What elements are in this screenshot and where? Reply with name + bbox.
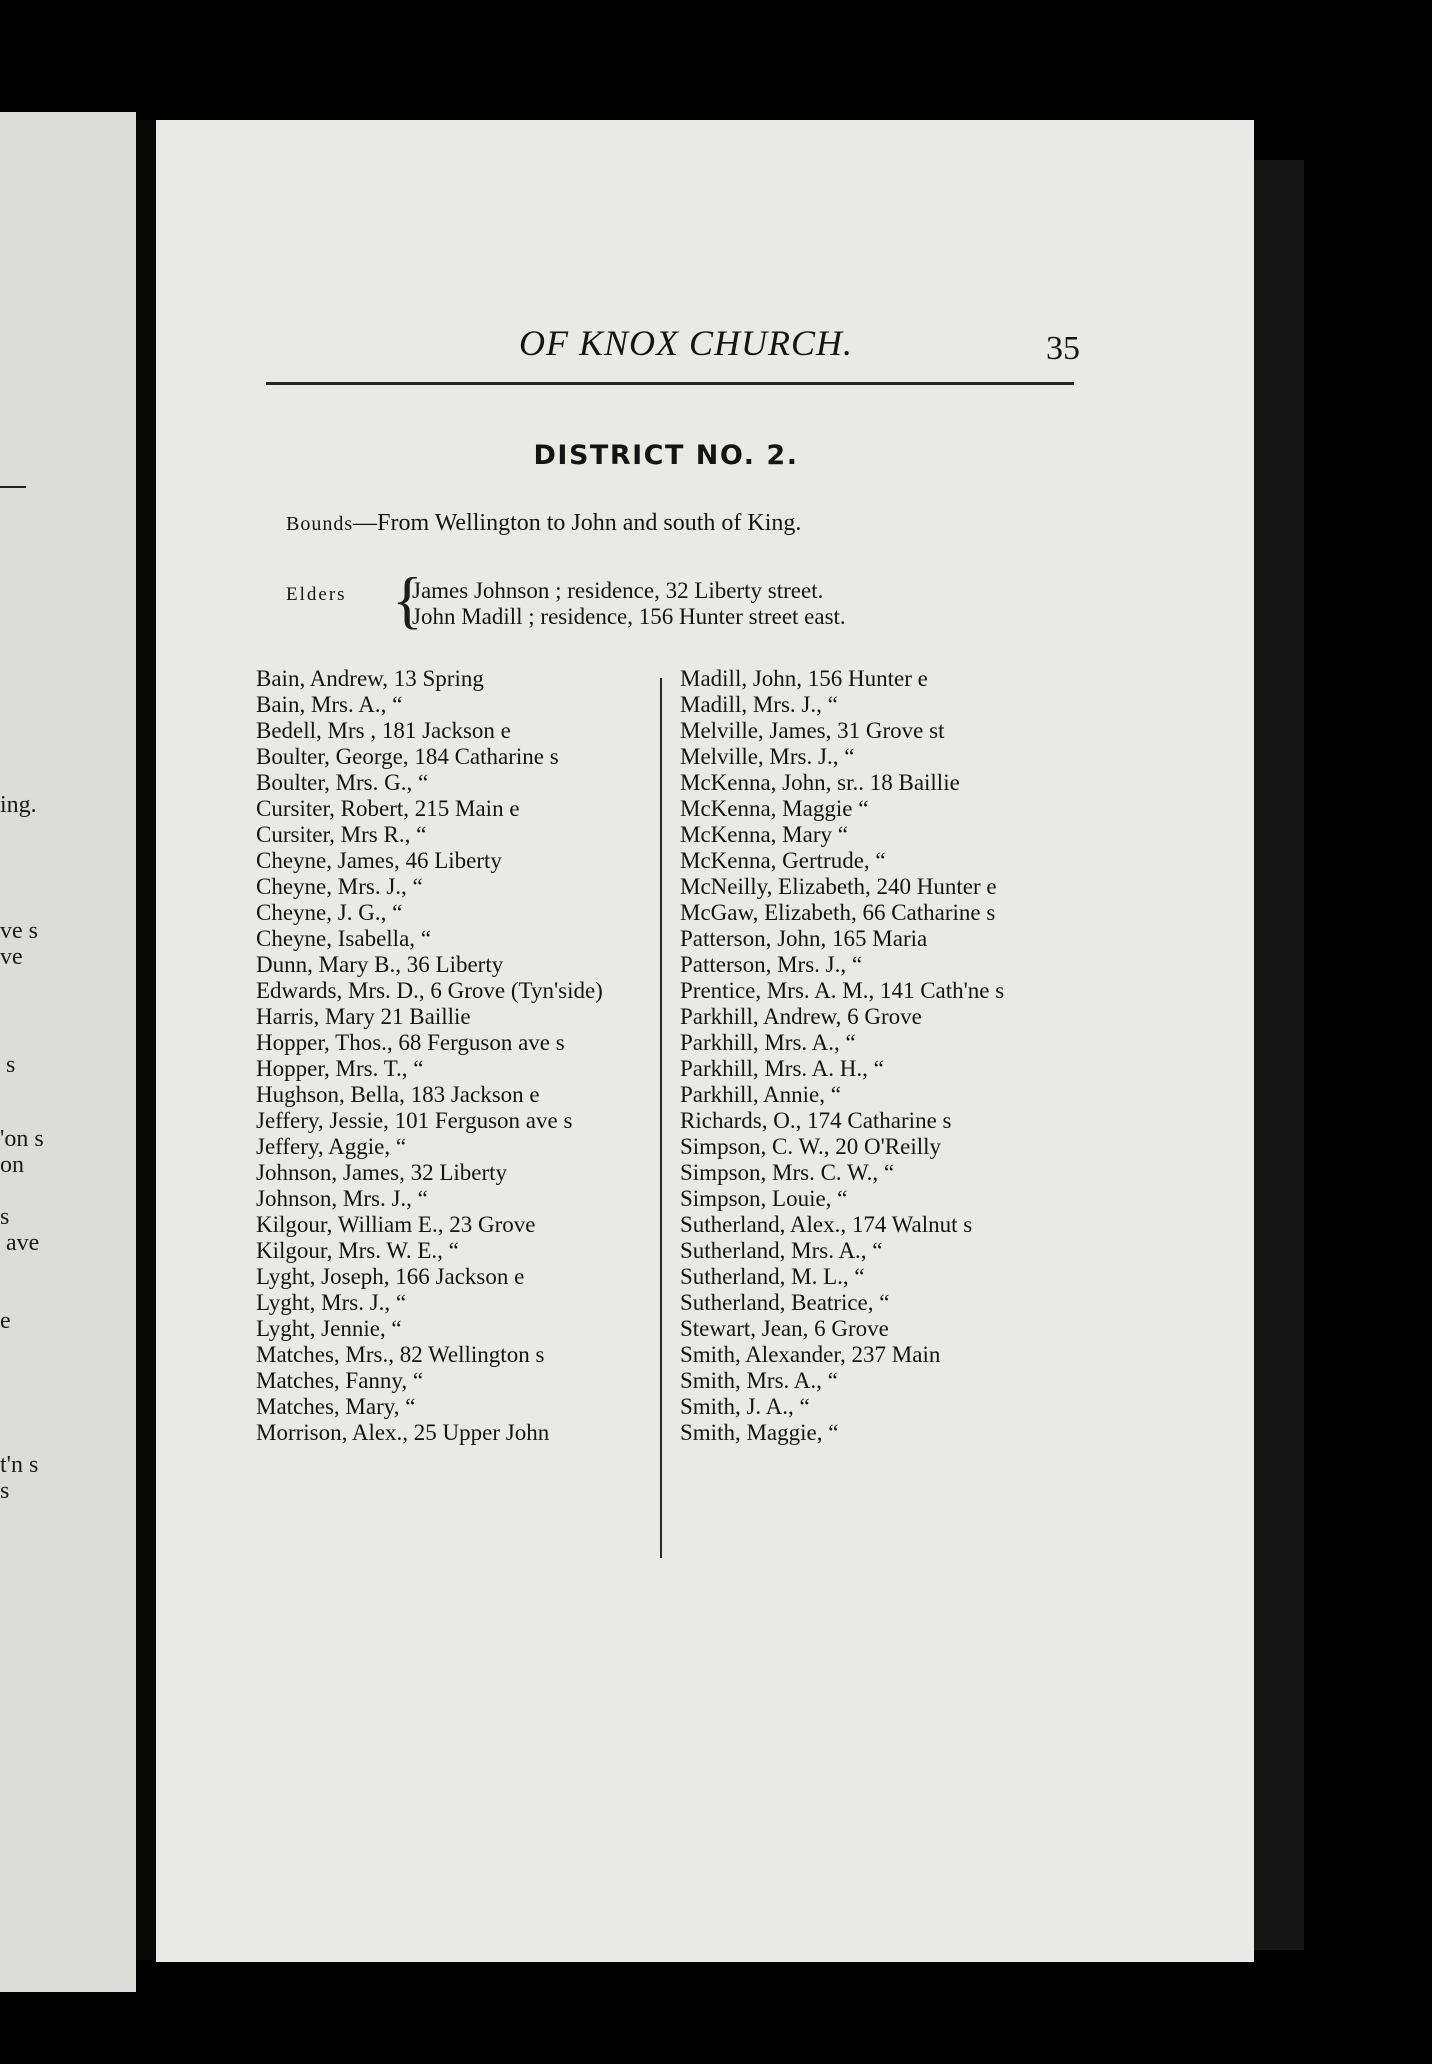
facing-page-fragment [0, 112, 136, 1992]
facing-page-text: 'on s [0, 1126, 44, 1152]
member-entry: Smith, J. A., “ [680, 1394, 810, 1419]
member-entry: Kilgour, Mrs. W. E., “ [256, 1238, 459, 1263]
member-entry: Boulter, George, 184 Catharine s [256, 744, 559, 769]
member-entry: Matches, Mrs., 82 Wellington s [256, 1342, 545, 1367]
member-entry: Sutherland, M. L., “ [680, 1264, 865, 1289]
member-entry: Johnson, Mrs. J., “ [256, 1186, 428, 1211]
member-entry: Patterson, Mrs. J., “ [680, 952, 863, 977]
member-entry: Simpson, C. W., 20 O'Reilly [680, 1134, 942, 1159]
member-entry: Sutherland, Mrs. A., “ [680, 1238, 883, 1263]
member-entry: McKenna, Mary “ [680, 822, 848, 847]
page-edge-shadow [1254, 160, 1304, 1950]
member-entry: Smith, Maggie, “ [680, 1420, 839, 1445]
member-entry: Bedell, Mrs , 181 Jackson e [256, 718, 511, 743]
member-entry: Cursiter, Mrs R., “ [256, 822, 427, 847]
member-entry: Hopper, Thos., 68 Ferguson ave s [256, 1030, 565, 1055]
member-entry: Hopper, Mrs. T., “ [256, 1056, 424, 1081]
member-entry: Richards, O., 174 Catharine s [680, 1108, 952, 1133]
member-entry: Madill, John, 156 Hunter e [680, 666, 928, 691]
member-entry: Lyght, Mrs. J., “ [256, 1290, 407, 1315]
member-entry: Parkhill, Mrs. A., “ [680, 1030, 856, 1055]
member-entry: McKenna, Gertrude, “ [680, 848, 886, 873]
facing-page-rule [0, 486, 26, 488]
member-entry: Sutherland, Beatrice, “ [680, 1290, 890, 1315]
page-number: 35 [1046, 330, 1080, 367]
member-entry: Harris, Mary 21 Baillie [256, 1004, 471, 1029]
district-title: DISTRICT NO. 2. [533, 440, 799, 471]
member-entry: Kilgour, William E., 23 Grove [256, 1212, 536, 1237]
member-entry: Matches, Mary, “ [256, 1394, 416, 1419]
bounds-label: Bounds [286, 513, 354, 535]
member-entry: Cheyne, James, 46 Liberty [256, 848, 502, 873]
running-title: OF KNOX CHURCH. [518, 323, 853, 363]
header-rule [266, 382, 1074, 385]
book-gutter [136, 120, 156, 1960]
facing-page-text: ave [6, 1230, 40, 1256]
member-entry: Cursiter, Robert, 215 Main e [256, 796, 520, 821]
member-entry: Patterson, John, 165 Maria [680, 926, 928, 951]
bounds-text: —From Wellington to John and south of King. [353, 510, 802, 536]
facing-page-text: ve [0, 944, 23, 970]
member-entry: Sutherland, Alex., 174 Walnut s [680, 1212, 973, 1237]
member-list-left [256, 666, 603, 1446]
facing-page-text: ve s [0, 918, 38, 944]
facing-page-text: t'n s [0, 1452, 39, 1478]
elders-label: Elders [286, 584, 347, 605]
member-entry: Jeffery, Jessie, 101 Ferguson ave s [256, 1108, 573, 1133]
member-entry: McNeilly, Elizabeth, 240 Hunter e [680, 874, 997, 899]
member-entry: Simpson, Mrs. C. W., “ [680, 1160, 895, 1185]
member-entry: Melville, Mrs. J., “ [680, 744, 855, 769]
member-entry: Morrison, Alex., 25 Upper John [256, 1420, 550, 1445]
member-entry: Bain, Mrs. A., “ [256, 692, 403, 717]
book-page [156, 120, 1254, 1962]
member-entry: Dunn, Mary B., 36 Liberty [256, 952, 504, 977]
member-entry: Melville, James, 31 Grove st [680, 718, 945, 743]
member-entry: Parkhill, Andrew, 6 Grove [680, 1004, 922, 1029]
member-entry: Lyght, Joseph, 166 Jackson e [256, 1264, 525, 1289]
member-entry: Smith, Mrs. A., “ [680, 1368, 838, 1393]
member-entry: McKenna, John, sr.. 18 Baillie [680, 770, 960, 795]
facing-page-text: on [0, 1152, 24, 1178]
member-entry: Smith, Alexander, 237 Main [680, 1342, 941, 1367]
elders-brace: { [392, 564, 423, 635]
member-entry: Cheyne, Mrs. J., “ [256, 874, 423, 899]
facing-page-text: s [6, 1052, 16, 1078]
member-entry: Johnson, James, 32 Liberty [256, 1160, 508, 1185]
facing-page-text: ing. [0, 792, 37, 818]
member-entry: Madill, Mrs. J., “ [680, 692, 838, 717]
facing-page-text: s [0, 1204, 10, 1230]
member-entry: Prentice, Mrs. A. M., 141 Cath'ne s [680, 978, 1005, 1003]
member-entry: Lyght, Jennie, “ [256, 1316, 402, 1341]
member-entry: Simpson, Louie, “ [680, 1186, 848, 1211]
member-entry: Matches, Fanny, “ [256, 1368, 424, 1393]
facing-page-text: s [0, 1478, 10, 1504]
elder-entry: John Madill ; residence, 156 Hunter street east. [412, 604, 846, 629]
member-entry: Bain, Andrew, 13 Spring [256, 666, 484, 691]
member-list-right [680, 666, 1004, 1446]
member-entry: Jeffery, Aggie, “ [256, 1134, 407, 1159]
member-entry: McKenna, Maggie “ [680, 796, 869, 821]
district-bounds [286, 510, 801, 537]
member-entry: Stewart, Jean, 6 Grove [680, 1316, 889, 1341]
elder-entry: James Johnson ; residence, 32 Liberty street. [412, 578, 824, 603]
member-entry: McGaw, Elizabeth, 66 Catharine s [680, 900, 996, 925]
column-divider [660, 678, 662, 1558]
member-entry: Edwards, Mrs. D., 6 Grove (Tyn'side) [256, 978, 603, 1003]
member-entry: Cheyne, Isabella, “ [256, 926, 431, 951]
member-entry: Parkhill, Mrs. A. H., “ [680, 1056, 884, 1081]
member-entry: Parkhill, Annie, “ [680, 1082, 841, 1107]
member-entry: Boulter, Mrs. G., “ [256, 770, 429, 795]
member-entry: Cheyne, J. G., “ [256, 900, 403, 925]
member-entry: Hughson, Bella, 183 Jackson e [256, 1082, 540, 1107]
facing-page-text: e [0, 1308, 11, 1334]
